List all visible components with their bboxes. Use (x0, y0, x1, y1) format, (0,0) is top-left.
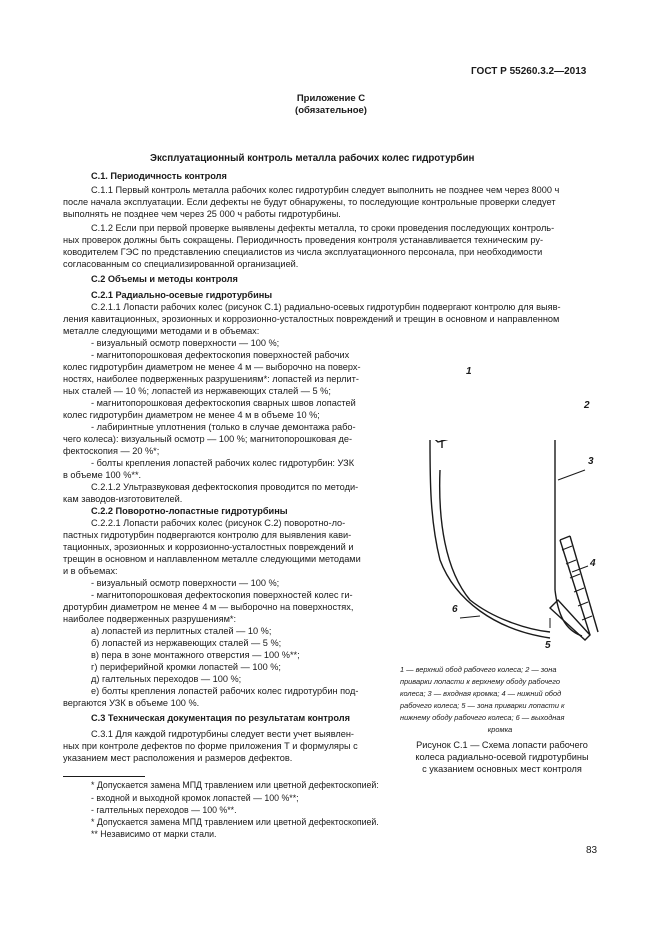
list1-item: - болты крепления лопастей рабочих колес гидротурбин: УЗК (91, 458, 355, 468)
figure-label-6: 6 (452, 604, 458, 615)
list2-item: - визуальный осмотр поверхности — 100 %; (91, 578, 280, 588)
appendix-status: (обязательное) (295, 105, 367, 116)
appendix-title: Приложение С (296, 93, 366, 104)
section-c1-heading: С.1. Периодичность контроля (91, 171, 227, 181)
figure-legend-line: нижнему ободу рабочего колеса; 6 — выходная (400, 713, 565, 722)
standard-header: ГОСТ Р 55260.3.2—2013 (471, 66, 587, 77)
c221-line: С.2.2.1 Лопасти рабочих колес (рисунок С.2) поворотно-ло- (91, 518, 346, 528)
list1-item: - магнитопорошковая дефектоскопия сварных швов лопастей (91, 398, 356, 408)
list3-item: г) периферийной кромки лопастей — 100 %; (91, 662, 281, 672)
list1-item: - визуальный осмотр поверхности — 100 %; (91, 338, 280, 348)
footnote-line: - галтельных переходов — 100 %**. (91, 805, 237, 815)
footnote-line: * Допускается замена МПД травлением или цветной дефектоскопией: (91, 780, 379, 790)
c1-p1-line: выполнять не позднее чем через 25 000 ч работы гидротурбины. (63, 209, 341, 219)
main-title: Эксплуатационный контроль металла рабочих колес гидротурбин (150, 153, 475, 164)
list1-item: фектоскопия — 20 %*; (63, 446, 160, 456)
figure-legend-line: рабочего колеса; 5 — зона приварки лопасти к (400, 701, 565, 710)
c221-line: пастных гидротурбин подвергаются контролю для выявления кави- (63, 530, 352, 540)
list3-item: а) лопастей из перлитных сталей — 10 %; (91, 626, 272, 636)
page-number: 83 (586, 845, 598, 856)
list1-item: ностях, наиболее подверженных разрушениям*: лопастей из перлит- (63, 374, 359, 384)
list1-item: ных сталей — 10 %; лопастей из нержавеющих сталей — 5 %; (63, 386, 331, 396)
figure-caption-line: колеса радиально-осевой гидротурбины (415, 752, 589, 762)
c3-line: указанием мест расположения и размеров дефектов. (63, 753, 293, 763)
figure-runner-blade-diagram (400, 440, 640, 660)
c212-line: С.2.1.2 Ультразвуковая дефектоскопия проводится по методи- (91, 482, 359, 492)
c1-p2-line: ных проверок должны быть сокращены. Периодичность проведения контроля устанавливается техническим ру- (63, 235, 544, 245)
list3-item: вергаются УЗК в объеме 100 %. (63, 698, 200, 708)
figure-legend-line: колеса; 3 — входная кромка; 4 — нижний обод (400, 689, 562, 698)
c221-line: трещин в основном и наплавленном металле следующими методами (63, 554, 361, 564)
section-c22-heading: С.2.2 Поворотно-лопастные гидротурбины (91, 506, 288, 516)
figure-label-1: 1 (466, 366, 472, 377)
figure-label-5: 5 (545, 640, 551, 651)
list1-item: чего колеса): визуальный осмотр — 100 %; магнитопорошковая де- (63, 434, 353, 444)
list3-item: в) пера в зоне монтажного отверстия — 100 %**; (91, 650, 300, 660)
list2-item: - магнитопорошковая дефектоскопия поверхностей колес ги- (91, 590, 353, 600)
list3-item: д) галтельных переходов — 100 %; (91, 674, 242, 684)
figure-label-2: 2 (584, 400, 590, 411)
list1-item: в объеме 100 %**. (63, 470, 142, 480)
c1-p2-line: ководителем ГЭС по представлению специалистов из числа эксплуатационного персонала, при необходимости (63, 247, 543, 257)
c1-p2-line: С.1.2 Если при первой проверке выявлены дефекты металла, то сроки проведения последующих контроль- (91, 223, 555, 233)
c1-p2-line: согласованным со специализированной организацией. (63, 259, 299, 269)
section-c2-heading: С.2 Объемы и методы контроля (91, 274, 238, 284)
c221-line: и в объемах: (63, 566, 118, 576)
figure-legend-line: 1 — верхний обод рабочего колеса; 2 — зона (400, 665, 557, 674)
section-c3-heading: С.3 Техническая документация по результатам контроля (91, 713, 350, 723)
footnote-line: * Допускается замена МПД травлением или цветной дефектоскопией. (91, 817, 379, 827)
c3-line: ных при контроле дефектов по форме приложения Т и формуляры с (63, 741, 358, 751)
list2-item: наиболее подверженных разрушениям*: (63, 614, 237, 624)
figure-caption-line: с указанием основных мест контроля (422, 764, 582, 774)
footnote-line: - входной и выходной кромок лопастей — 100 %**; (91, 793, 299, 803)
figure-legend-line: кромка (487, 725, 513, 734)
c211-line: ления кавитационных, эрозионных и коррозионно-усталостных повреждений и трещин в основном и направленном (63, 314, 560, 324)
list2-item: дротурбин диаметром не менее 4 м — выборочно на поверхностях, (63, 602, 354, 612)
section-c21-heading: С.2.1 Радиально-осевые гидротурбины (91, 290, 273, 300)
list1-item: колес гидротурбин диаметром не менее 4 м в объеме 10 %; (63, 410, 320, 420)
list1-item: - магнитопорошковая дефектоскопия поверхностей рабочих (91, 350, 350, 360)
c211-line: металле следующими методами и в объемах: (63, 326, 260, 336)
list1-item: - лабиринтные уплотнения (только в случае демонтажа рабо- (91, 422, 356, 432)
figure-label-4: 4 (590, 558, 596, 569)
c221-line: тационных, эрозионных и коррозионно-усталостных повреждений и (63, 542, 354, 552)
figure-legend-line: приварки лопасти к верхнему ободу рабочего (400, 677, 560, 686)
c212-line: кам заводов-изготовителей. (63, 494, 183, 504)
list3-item: б) лопастей из нержавеющих сталей — 5 %; (91, 638, 282, 648)
list3-item: е) болты крепления лопастей рабочих колес гидротурбин под- (91, 686, 359, 696)
c3-line: С.3.1 Для каждой гидротурбины следует вести учет выявлен- (91, 729, 354, 739)
footnote-line: ** Независимо от марки стали. (91, 829, 217, 839)
footnote-separator (63, 776, 145, 777)
c211-line: С.2.1.1 Лопасти рабочих колес (рисунок С.1) радиально-осевых гидротурбин подвергают контролю для выяв- (91, 302, 561, 312)
c1-p1-line: после начала эксплуатации. Если дефекты не будут обнаружены, то последующие контрольные проверки следует (63, 197, 556, 207)
figure-caption-line: Рисунок С.1 — Схема лопасти рабочего (416, 740, 588, 750)
figure-label-3: 3 (588, 456, 594, 467)
list1-item: колес гидротурбин диаметром не менее 4 м — выборочно на поверх- (63, 362, 361, 372)
c1-p1-line: С.1.1 Первый контроль металла рабочих колес гидротурбин следует выполнить не позднее чем через 8000 ч (91, 185, 560, 195)
